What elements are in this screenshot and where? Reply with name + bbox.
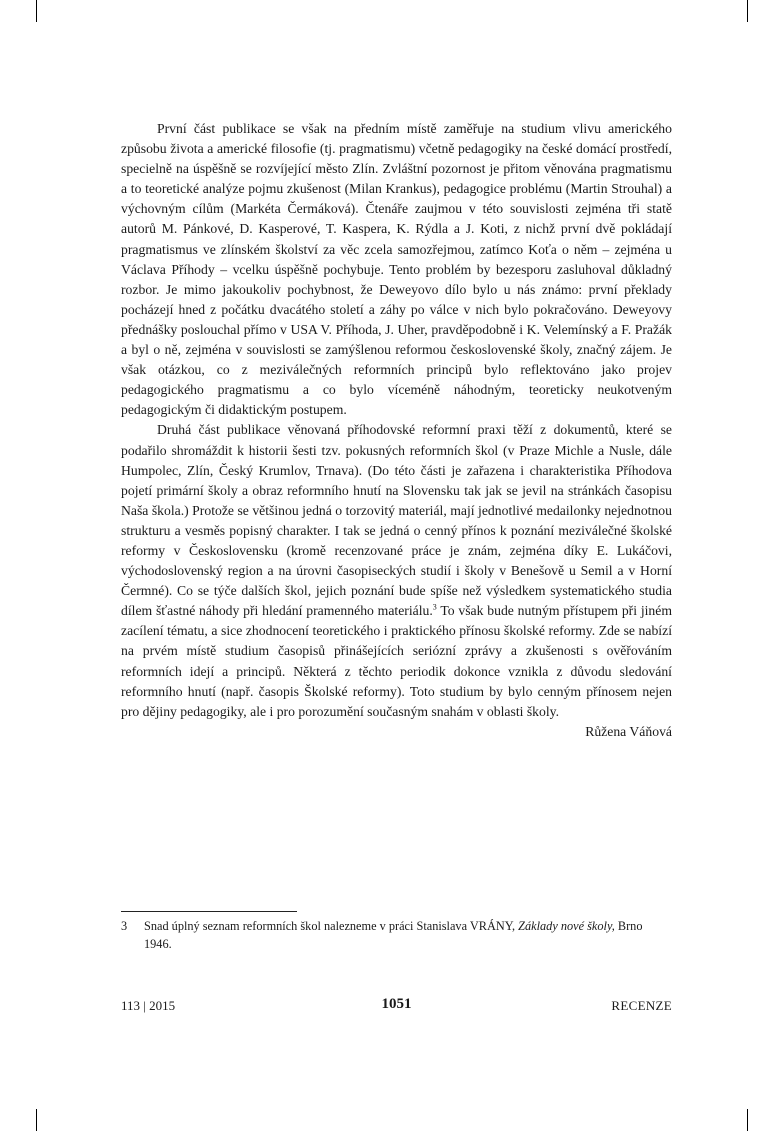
page-number: 1051	[381, 996, 412, 1012]
page-footer	[121, 996, 672, 1018]
crop-mark	[36, 0, 37, 22]
footnote	[121, 917, 672, 953]
crop-mark	[36, 1109, 37, 1131]
crop-mark	[747, 0, 748, 22]
paragraph-2-cont: To však bude nutným přístupem při jiném zacílení tématu, a sice zhodnocení teoretického i praktického přínosu školské reformy. Zde se nabízí na prvém místě studium časopisů přinášejících seriózní zprávy a zkušenosti s ověřováním reformních idejí a principů. Některá z těchto periodik dokonce vznikla z důvodu sledování reformního hnutí (např. časopis Školské reformy). Toto studium by bylo cenným přínosem nejen pro dějiny pedagogiky, ale i pro porozumění současným snahám v oblasti školy.	[121, 603, 672, 719]
signature: Růžena Váňová	[585, 723, 672, 739]
footnote-title: Základy nové školy,	[518, 919, 615, 933]
crop-mark	[747, 1109, 748, 1131]
footnote-ref[interactable]: 3	[432, 602, 437, 612]
paragraph-2-text: Druhá část publikace věnovaná příhodovské reformní praxi těží z dokumentů, které se podařilo shromáždit k historii šesti tzv. pokusných reformních škol (v Praze Michle a Nusle, dále Humpolec, Zlín, Český Krumlov, Trnava). (Do této části je zařazena i charakteristika Příhodova pojetí primární školy a obraz reformního hnutí na Slovensku tak jak se jevil na stránkách časopisu Naša škola.) Protože se většinou jedná o torzovitý materiál, mají jednotlivé medailonky nejednotnou strukturu a vesměs popisný charakter. I tak se jedná o cenný přínos k poznání meziválečné školské reformy v Československu (kromě recenzované práce je znám, zejména díky E. Lukáčovi, východoslovenský region a na úrovni časopiseckých studií i školy v Benešově u Semil a v Horní Čermné). Co se týče dalších škol, jejich poznání bude spíše než výsledkem systematického studia dílem šťastné náhody při hledání pramenného materiálu.	[121, 422, 672, 619]
footnote-divider	[121, 911, 297, 912]
article-body	[121, 119, 672, 742]
section-name: RECENZE	[611, 998, 672, 1013]
footnote-text	[144, 917, 672, 953]
issue-year: 113 | 2015	[121, 998, 176, 1013]
paragraph-2	[121, 420, 672, 721]
footnote-text-before: Snad úplný seznam reformních škol nalezneme v práci Stanislava VRÁNY,	[144, 919, 519, 933]
footnote-number: 3	[121, 919, 128, 933]
footnote-text-after: Brno 1946.	[144, 919, 643, 951]
paragraph-1: První část publikace se však na předním místě zaměřuje na studium vlivu amerického způsobu života a americké filosofie (tj. pragmatismu) včetně pedagogiky na české domácí prostředí, specielně na úspěšně se rozvíjející město Zlín. Zvláštní pozornost je přitom věnována pragmatismu a to teoretické analýze pojmu zkušenost (Milan Krankus), pedagogice problému (Martin Strouhal) a výchovným cílům (Markéta Čermáková). Čtenáře zaujmou v této souvislosti zejména tři statě autorů M. Pánkové, D. Kasperové, T. Kaspera, K. Rýdla a J. Koti, z nichž první dvě pokládají pragmatismus ve zlínském školství za věc zcela samozřejmou, zatímco Koťa o něm – zejména u Václava Příhody – vcelku úspěšně pochybuje. Tento problém by bezesporu zasluhoval důkladný rozbor. Je mimo jakoukoliv pochybnost, že Deweyovo dílo bylo u nás známo: první překlady pocházejí hned z počátku dvacátého století a záhy po válce v nich bylo pokračováno. Deweyovy přednášky poslouchal přímo v USA V. Příhoda, J. Uher, pravděpodobně i K. Velemínský a F. Pražák a byl o ně, zejména v souvislosti se zamýšlenou reformou československé školy, značný zájem. Je však otázkou, co z meziválečných reformních principů bylo reflektováno jako projev pedagogického pragmatismu a co bylo víceméně náhodným, teoreticky neukotveným pedagogickým či didaktickým postupem.	[121, 121, 672, 418]
